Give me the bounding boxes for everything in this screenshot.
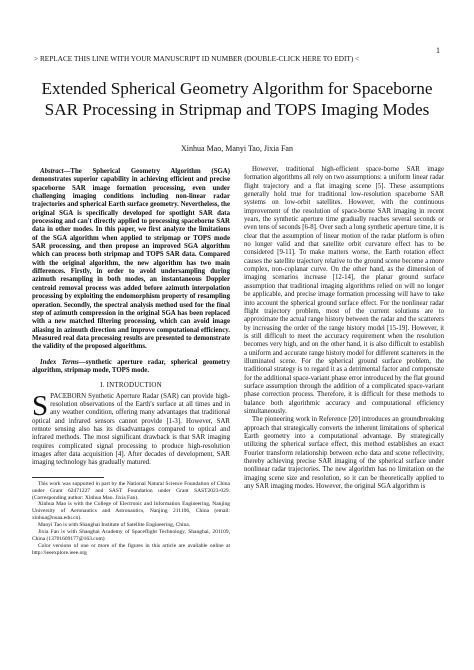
paper-title: Extended Spherical Geometry Algorithm for Spaceborne SAR Processing in Stripmap and TOPS Imaging Modes — [41, 79, 433, 119]
footnote-funding: This work was supported in part by the National Natural Science Foundation of China under Grant 62471227 and SAST Foundation under Grant SAST2023-029. (Corresponding author: Xinhua Mao. Jixia Fan). — [32, 480, 230, 501]
manuscript-id-placeholder[interactable]: > REPLACE THIS LINE WITH YOUR MANUSCRIPT ID NUMBER (DOUBLE-CLICK HERE TO EDIT) < — [34, 55, 360, 63]
left-column — [32, 168, 230, 557]
body-paragraph-1: However, traditional high-efficient space-borne SAR image formation algorithms all rely on two assumptions: a uniform linear radar flight trajectory and a flat imaging scene [5]. These assumptions generally hold true for traditional low-resolution spaceborne SAR systems on low-orbit satellites. However, with the continuous improvement of the resolution of space-borne SAR imaging in recent years, the synthetic aperture time gradually reaches several seconds or even tens of seconds [6-8]. Over such a long synthetic aperture time, it is clear that the assumption of linear motion of the radar platform is often no longer valid and that satellite orbit curvature effect has to be considered [9-11]. To make matters worse, the Earth rotation effect causes the satellite trajectory relative to the ground scene become a more complex, non-coplanar curve. On the other hand, as the dimension of imaging scenarios increase [12-14], the planar ground surface assumption that traditional imaging algorithms relied on will no longer be applicable, and precise image formation processing will have to take into account the spherical ground surface effect. For the nonlinear radar flight trajectory problem, most of the current solutions are to approximate the actual range history between the radar and the scatterers by increasing the order of the range history model [15-19]. However, it is still difficult to meet the accuracy requirement when the resolution becomes very high, and on the other hand, it is also difficult to establish a uniform and accurate range history model for different scatterers in the illuminated scene. For the spherical ground surface problem, the traditional strategy is to regard it as a detrimental factor and compensate for the additional space-variant phase error introduced by the flat ground surface assumption through the addition of a complicated space-variant phase correction process. Therefore, it is difficult for these methods to balance both algorithmic accuracy and computational efficiency simultaneously. — [244, 166, 444, 415]
intro-paragraph — [32, 389, 230, 468]
abstract-text: —The Spherical Geometry Algorithm (SGA) demonstrates superior capability in achieving efficient and precise spaceborne SAR image formation processing, even under challenging imaging conditions including non-linear radar trajectories and spherical Earth surface geometry. Nevertheless, the original SGA is specifically developed for spotlight SAR data processing and can't directly applied to processing spaceborne SAR data in other modes. In this paper, we first analyze the limitations of the SGA algorithm when applied to stripmap or TOPS mode SAR processing, and then propose an improved SGA algorithm which can process both stripmap and TOPS SAR data. Compared with the original algorithm, the new algorithm has two main differences. Firstly, in order to avoid undersampling during azimuth resampling in both modes, an instantaneous Doppler centroid removal process was added before azimuth interpolation processing by exploiting the endomorphism property of resampling operation. Secondly, the spectral analysis method used for the final step of azimuth compression in the original SGA has been replaced with a new matched filtering processing, which can avoid image aliasing in azimuth direction and improve computational efficiency. Measured real data processing results are presented to demonstrate the validity of the proposed algorithms. — [32, 168, 230, 351]
footnote-color-versions: Color versions of one or more of the figures in this article are available online at http://ieeexplore.ieee.org — [32, 542, 230, 556]
index-terms — [32, 359, 230, 376]
footnote-divider — [32, 477, 104, 478]
intro-paragraph-text: PACEBORN Synthetic Aperture Radar (SAR) can provide high-resolution observations of the Earth's surface at all times and in any weather condition, offering many advantages that traditional optical and infrared sensors cannot provide [1-3]. However, SAR remote sensing also has its disadvantages compared to optical and infrared methods. The most significant drawback is that SAR imaging requires complicated signal processing to produce high-resolution images after data acquisition [4]. After decades of development, SAR imaging technology has gradually matured. — [32, 392, 230, 467]
footnote-author-3: Jixia Fan is with Shanghai Academy of Spaceflight Technology, Shanghai, 201109, China (13701609177@163.com) — [32, 529, 230, 542]
abstract — [32, 168, 230, 352]
footnotes — [32, 481, 230, 557]
page-number: 1 — [436, 46, 440, 55]
right-column — [244, 166, 444, 491]
footnote-author-1: Xinhua Mao is with the College of Electronic and Information Engineering, Nanjing University of Aeronautics and Astronautics, Nanjing 211106, China (email: xinhua@nuaa.edu.cn). — [32, 501, 230, 522]
abstract-lead: Abstract — [40, 168, 64, 175]
author-list: Xinhua Mao, Manyi Tao, Jixia Fan — [181, 144, 293, 153]
section-heading-introduction: I. INTRODUCTION — [100, 381, 162, 390]
index-terms-lead: Index Terms — [40, 358, 79, 366]
drop-cap: S — [32, 389, 49, 422]
body-paragraph-2: The pioneering work in Reference [20] introduces an groundbreaking approach that strategically converts the inherent limitations of spherical Earth geometry into a computational advantage. By strategically utilizing the spherical surface effect, this method establishes an exact Fourier transform relationship between echo data and scene reflectivity, thereby achieving precise SAR imaging of the spherical surface under nonlinear radar trajectories. The new algorithm has no limitation on the imaging scene size and resolution, so it can be theoretically applied to any SAR imaging modes. However, the original SGA algorithm is — [244, 416, 444, 491]
footnote-author-2: Manyi Tao is with Shanghai Institute of Satellite Engineering, China. — [38, 522, 191, 529]
index-terms-text: —synthetic aperture radar, spherical geometry algorithm, stripmap mode, TOPS mode. — [32, 358, 230, 374]
